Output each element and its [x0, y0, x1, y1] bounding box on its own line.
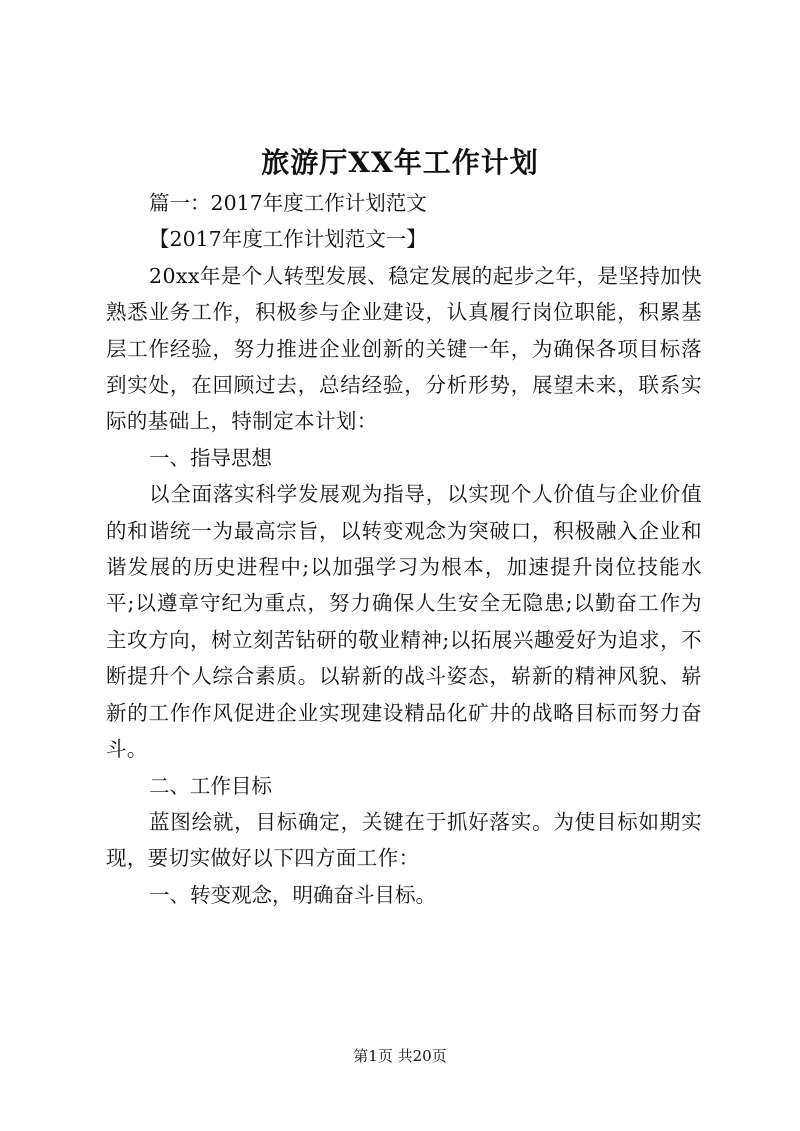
section-heading: 篇一：2017年度工作计划范文 [149, 191, 427, 215]
body-paragraph: 蓝图绘就，目标确定，关键在于抓好落实。为使目标如期实现，要切实做好以下四方面工作： [106, 809, 702, 871]
body-paragraph: 以全面落实科学发展观为指导，以实现个人价值与企业价值的和谐统一为最高宗旨，以转变观念为突破口，积极融入企业和谐发展的历史进程中;以加强学习为根本，加速提升岗位技能水平;以遵章守纪为重点，努力确保人生安全无隐患;以勤奋工作为主攻方向，树立刻苦钻研的敬业精神;以拓展兴趣爱好为追求，不断提升个人综合素质。以崭新的战斗姿态，崭新的精神风貌、崭新的工作作风促进企业实现建设精品化矿井的战略目标而努力奋斗。 [106, 482, 702, 762]
document-title: 旅游厅XX年工作计划 [261, 146, 539, 179]
body-paragraph: 20xx年是个人转型发展、稳定发展的起步之年，是坚持加快熟悉业务工作，积极参与企业建设，认真履行岗位职能，积累基层工作经验，努力推进企业创新的关键一年，为确保各项目标落到实处，在回顾过去，总结经验，分析形势，展望未来，联系实际的基础上，特制定本计划： [106, 263, 702, 434]
body-paragraph: 一、转变观念，明确奋斗目标。 [149, 882, 437, 907]
section-heading: 一、指导思想 [149, 445, 273, 470]
section-heading: 二、工作目标 [149, 773, 273, 798]
document-body [106, 185, 702, 913]
page-number-footer: 第1页 共20页 [353, 1047, 447, 1065]
subsection-heading: 【2017年度工作计划范文一】 [149, 227, 427, 252]
